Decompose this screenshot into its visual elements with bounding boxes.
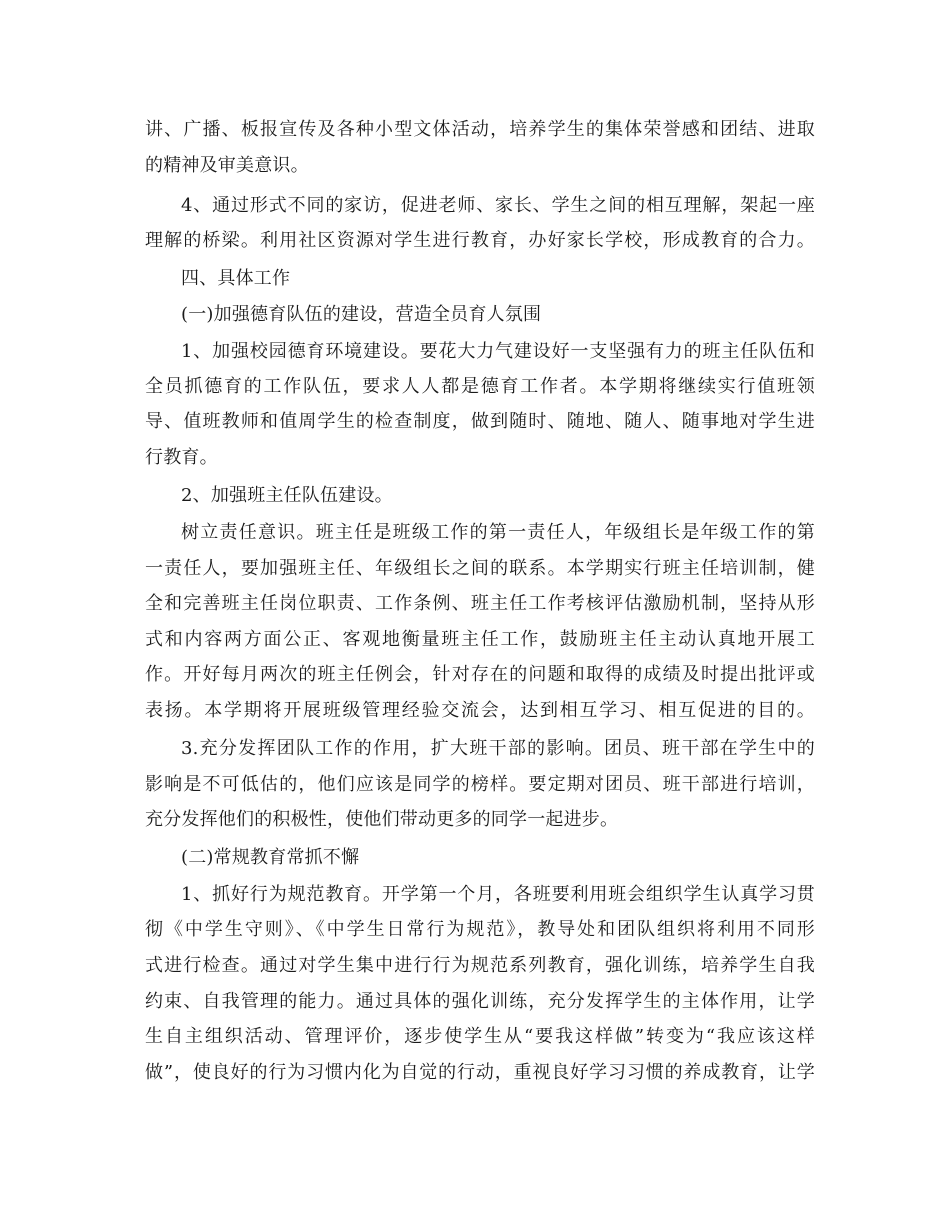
paragraph-line: 导、值班教师和值周学生的检查制度，做到随时、随地、随人、随事地对学生进	[145, 411, 815, 432]
paragraph-line: 2、加强班主任队伍建设。	[181, 485, 393, 506]
subsection-heading: (二)常规教育常抓不懈	[181, 847, 360, 868]
paragraph-line: 行教育。	[145, 447, 218, 468]
paragraph-line: 理解的桥梁。利用社区资源对学生进行教育，办好家长学校，形成教育的合力。	[145, 230, 815, 251]
paragraph-line: 全员抓德育的工作队伍，要求人人都是德育工作者。本学期将继续实行值班领	[145, 376, 815, 397]
paragraph-line: 表扬。本学期将开展班级管理经验交流会，达到相互学习、相互促进的目的。	[145, 700, 815, 721]
paragraph-line: 树立责任意识。班主任是班级工作的第一责任人，年级组长是年级工作的第	[181, 522, 815, 543]
subsection-heading: (一)加强德育队伍的建设，营造全员育人氛围	[181, 304, 542, 325]
paragraph-line: 作。开好每月两次的班主任例会，针对存在的问题和取得的成绩及时提出批评或	[145, 664, 815, 685]
paragraph-line: 1、抓好行为规范教育。开学第一个月，各班要利用班会组织学生认真学习贯	[181, 884, 815, 905]
paragraph-line: 做”，使良好的行为习惯内化为自觉的行动，重视良好学习习惯的养成教育，让学	[145, 1062, 815, 1083]
paragraph-line: 式和内容两方面公正、客观地衡量班主任工作，鼓励班主任主动认真地开展工	[145, 629, 815, 650]
paragraph-line: 影响是不可低估的，他们应该是同学的榜样。要定期对团员、班干部进行培训，	[145, 774, 815, 795]
paragraph-line: 全和完善班主任岗位职责、工作条例、班主任工作考核评估激励机制，坚持从形	[145, 593, 815, 614]
paragraph-line: 讲、广播、板报宣传及各种小型文体活动，培养学生的集体荣誉感和团结、进取	[145, 119, 815, 140]
paragraph-line: 的精神及审美意识。	[145, 155, 309, 176]
paragraph-line: 式进行检查。通过对学生集中进行行为规范系列教育，强化训练，培养学生自我	[145, 955, 815, 976]
paragraph-line: 4、通过形式不同的家访，促进老师、家长、学生之间的相互理解，架起一座	[181, 195, 815, 216]
paragraph-line: 一责任人，要加强班主任、年级组长之间的联系。本学期实行班主任培训制，健	[145, 558, 815, 579]
section-heading: 四、具体工作	[181, 268, 291, 289]
paragraph-line: 彻《中学生守则》、《中学生日常行为规范》，教导处和团队组织将利用不同形	[145, 919, 815, 940]
paragraph-line: 1、加强校园德育环境建设。要花大力气建设好一支坚强有力的班主任队伍和	[181, 341, 815, 362]
paragraph-line: 生自主组织活动、管理评价，逐步使学生从“要我这样做”转变为“我应该这样	[145, 1026, 815, 1047]
paragraph-line: 3.充分发挥团队工作的作用，扩大班干部的影响。团员、班干部在学生中的	[181, 738, 815, 759]
paragraph-line: 约束、自我管理的能力。通过具体的强化训练，充分发挥学生的主体作用，让学	[145, 991, 815, 1012]
paragraph-line: 充分发挥他们的积极性，使他们带动更多的同学一起进步。	[145, 809, 619, 830]
